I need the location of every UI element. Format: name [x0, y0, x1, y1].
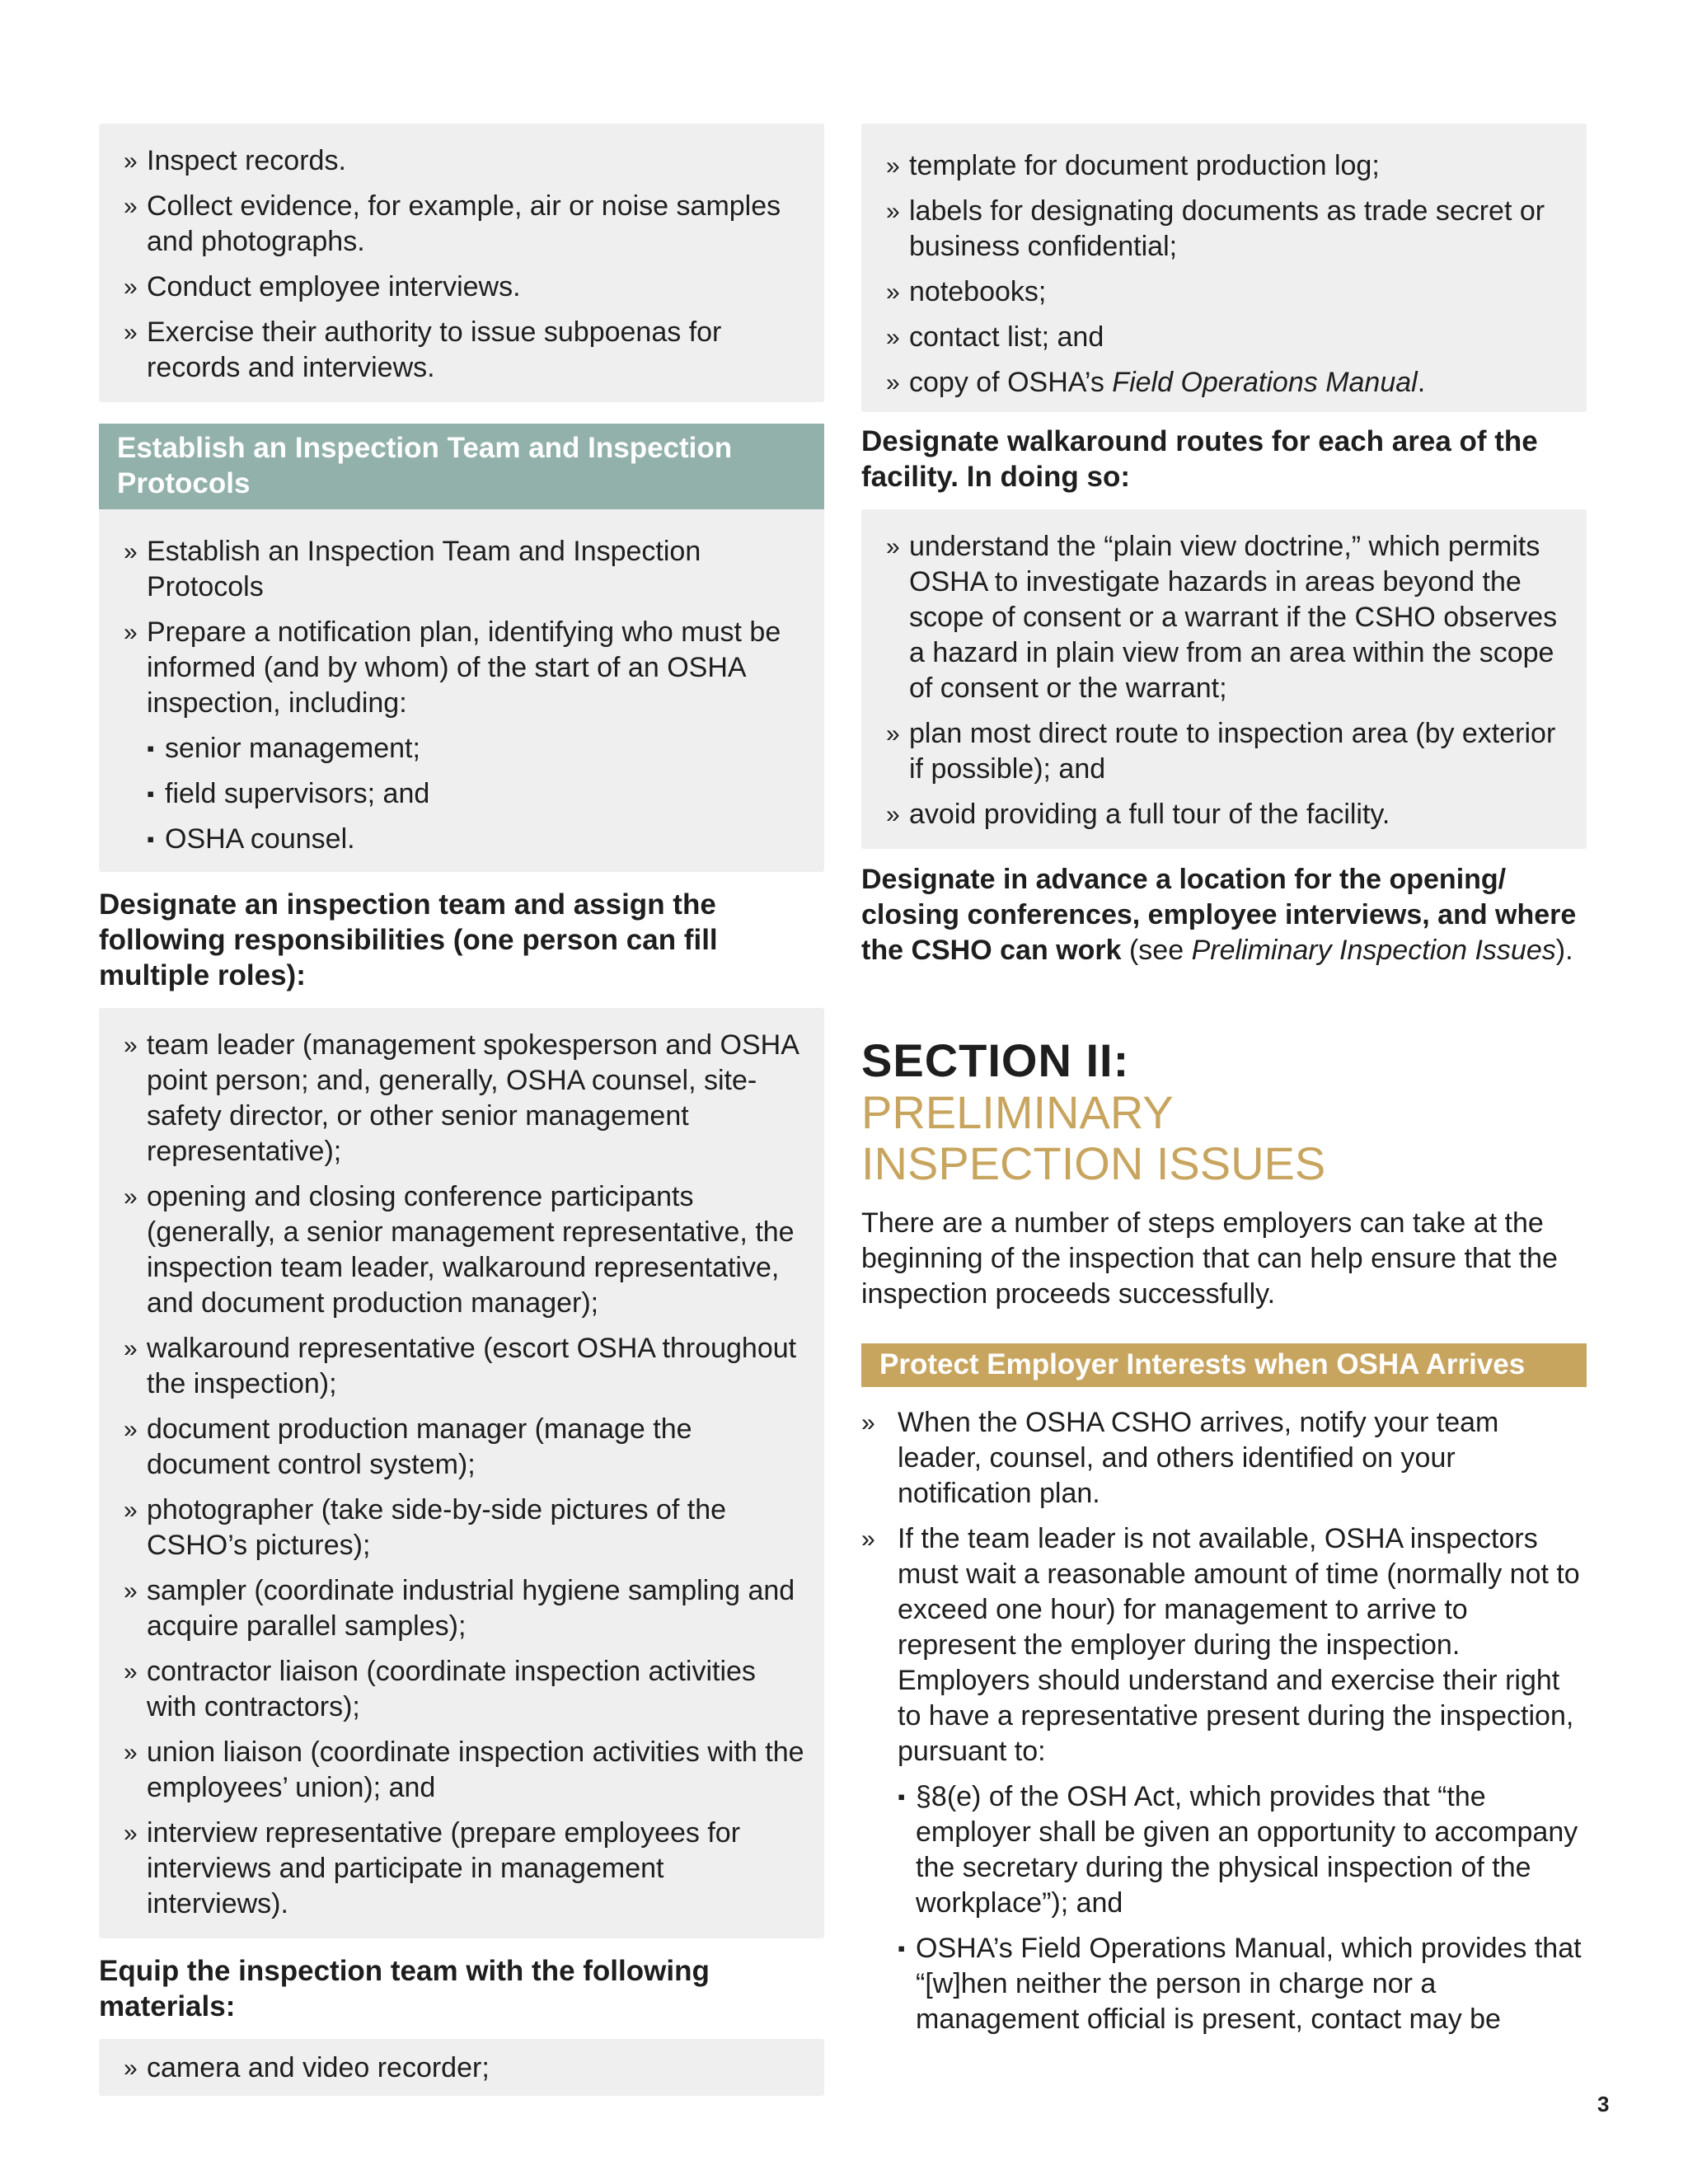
square-bullet-icon: ▪	[147, 827, 155, 851]
chevron-icon: »	[124, 148, 138, 175]
chevron-icon: »	[886, 533, 900, 560]
roles-box	[99, 1008, 824, 1938]
list-item: » Collect evidence, for example, air or noise samples and photographs.	[124, 190, 781, 257]
list-item: » avoid providing a full tour of the facility.	[886, 797, 1568, 832]
chevron-icon: »	[886, 198, 900, 225]
routes-box	[861, 509, 1587, 849]
list-item: » contact list; and	[886, 320, 1568, 355]
list-item: » walkaround representative (escort OSHA throughout the inspection);	[124, 1333, 797, 1399]
list-item: » notebooks;	[886, 274, 1568, 310]
right-column	[861, 124, 1587, 2037]
list-item: ▪ senior management;	[147, 731, 806, 766]
list-item: » contractor liaison (coordinate inspection activities with contractors);	[124, 1656, 756, 1722]
roles-list	[124, 1028, 806, 1922]
chevron-icon: »	[124, 538, 138, 565]
chevron-icon: »	[886, 279, 900, 306]
chevron-icon: »	[124, 1577, 138, 1605]
list-item: ▪ field supervisors; and	[147, 776, 806, 812]
square-bullet-icon: ▪	[898, 1784, 906, 1809]
materials-box-cont	[861, 124, 1587, 412]
square-bullet-icon: ▪	[898, 1936, 906, 1961]
section-title: SECTION II:	[861, 1034, 1130, 1086]
notification-list	[124, 534, 806, 857]
list-item: » document production manager (manage the document control system);	[124, 1413, 692, 1480]
arrival-section	[861, 1387, 1587, 2037]
list-item: » Prepare a notification plan, identifying who must be informed (and by whom) of the start of an OSHA inspection, including: ▪ senior management; ▪ field supervisors; and ▪ OSHA counsel.	[124, 615, 806, 857]
chevron-icon: »	[886, 152, 900, 180]
chevron-icon: »	[124, 1416, 138, 1443]
square-bullet-icon: ▪	[147, 781, 155, 806]
chevron-icon: »	[124, 1335, 138, 1362]
chevron-icon: »	[886, 801, 900, 828]
chevron-icon: »	[861, 1526, 875, 1553]
list-item: » Establish an Inspection Team and Inspection Protocols	[124, 536, 701, 602]
list-item: » camera and video recorder;	[124, 2050, 806, 2086]
chevron-icon: »	[886, 720, 900, 748]
list-item: » sampler (coordinate industrial hygiene sampling and acquire parallel samples);	[124, 1575, 795, 1642]
chevron-icon: »	[124, 1497, 138, 1524]
chevron-icon: »	[124, 619, 138, 646]
list-item: » team leader (management spokesperson and OSHA point person; and, generally, OSHA counsel, site-safety director, or other senior management representative);	[124, 1029, 799, 1167]
list-item: » interview representative (prepare employees for interviews and participate in management interviews).	[124, 1817, 741, 1919]
pursuant-sublist	[898, 1779, 1587, 2037]
list-item: ▪ OSHA’s Field Operations Manual, which provides that “[w]hen neither the person in charge nor a management official is present, contact may be	[898, 1933, 1582, 2035]
chevron-icon: »	[124, 193, 138, 220]
list-item: » When the OSHA CSHO arrives, notify your team leader, counsel, and others identified on your notification plan.	[861, 1407, 1499, 1509]
chevron-icon: »	[886, 369, 900, 396]
materials-box-start	[99, 2039, 824, 2096]
list-item: » template for document production log;	[886, 148, 1568, 184]
chevron-icon: »	[124, 1820, 138, 1847]
notification-box	[99, 509, 824, 872]
chevron-icon: »	[124, 2055, 138, 2082]
chevron-icon: »	[124, 1739, 138, 1766]
notify-sublist	[147, 731, 806, 857]
chevron-icon: »	[124, 319, 138, 346]
list-item: » union liaison (coordinate inspection activities with the employees’ union); and	[124, 1736, 804, 1803]
list-item: » Conduct employee interviews.	[124, 269, 806, 305]
list-item: » photographer (take side-by-side pictures of the CSHO’s pictures);	[124, 1494, 727, 1561]
chevron-icon: »	[861, 1409, 875, 1436]
chevron-icon: »	[124, 1183, 138, 1211]
list-item: » plan most direct route to inspection area (by exterior if possible); and	[886, 718, 1556, 785]
list-item: » copy of OSHA’s Field Operations Manual.	[886, 365, 1568, 401]
section-intro: There are a number of steps employers can take at the beginning of the inspection that can help ensure that the inspection proceeds successfully.	[861, 1207, 1558, 1310]
list-item: » labels for designating documents as trade secret or business confidential;	[886, 195, 1545, 262]
materials-list	[124, 2050, 806, 2086]
section-subtitle-line1: PRELIMINARY	[861, 1086, 1174, 1138]
materials-list-cont	[886, 148, 1568, 401]
location-paragraph: Designate in advance a location for the opening/ closing conferences, employee interviews, and where the CSHO can work (see Preliminary Inspection Issues).	[861, 864, 1577, 966]
equip-heading: Equip the inspection team with the following materials:	[99, 1955, 710, 2022]
chevron-icon: »	[124, 1658, 138, 1685]
subpoena-box	[99, 124, 824, 402]
list-item: ▪ §8(e) of the OSH Act, which provides that “the employer shall be given an opportunity to accompany the secretary during the physical inspection of the workplace”); and	[898, 1781, 1578, 1919]
evidence-list	[124, 143, 806, 386]
team-heading: Designate an inspection team and assign the following responsibilities (one person can fill multiple roles):	[99, 888, 718, 991]
list-item: » understand the “plain view doctrine,” which permits OSHA to investigate hazards in areas beyond the scope of consent or a warrant if the CSHO observes a hazard in plain view from an area within the scope of consent or the warrant;	[886, 531, 1558, 704]
list-item: » Inspect records.	[124, 143, 806, 179]
square-bullet-icon: ▪	[147, 736, 155, 761]
list-item: » Exercise their authority to issue subpoenas for records and interviews.	[124, 316, 722, 383]
employer-interests-banner: Protect Employer Interests when OSHA Arrives	[861, 1343, 1587, 1387]
chevron-icon: »	[124, 1032, 138, 1059]
left-column	[99, 124, 824, 2096]
routes-heading: Designate walkaround routes for each area of the facility. In doing so:	[861, 425, 1538, 493]
list-item: » opening and closing conference participants (generally, a senior management representative, the inspection team leader, walkaround representative, and document production manager);	[124, 1181, 795, 1319]
section-subtitle-line2: INSPECTION ISSUES	[861, 1137, 1326, 1189]
list-item: » If the team leader is not available, OSHA inspectors must wait a reasonable amount of time (normally not to exceed one hour) for management to arrive to represent the employer during the inspection. Employers should understand and exercise their right to have a representative present during the inspection, pursuant to: ▪ §8(e) of the OSH Act, which provides that “the employer shall be given an opportunity to accompany the secretary during the physical inspection of the workplace”); and ▪ OSHA’s Field Operations Manual, which provides that “[w]hen neither the person in charge nor a management official is present, contact may be	[861, 1521, 1587, 2037]
team-protocols-banner: Establish an Inspection Team and Inspection Protocols	[99, 424, 824, 509]
chevron-icon: »	[124, 274, 138, 301]
routes-list	[886, 529, 1568, 832]
list-item: ▪ OSHA counsel.	[147, 822, 806, 857]
arrival-list	[861, 1405, 1587, 2037]
page-number: 3	[1597, 2092, 1610, 2116]
chevron-icon: »	[886, 324, 900, 351]
